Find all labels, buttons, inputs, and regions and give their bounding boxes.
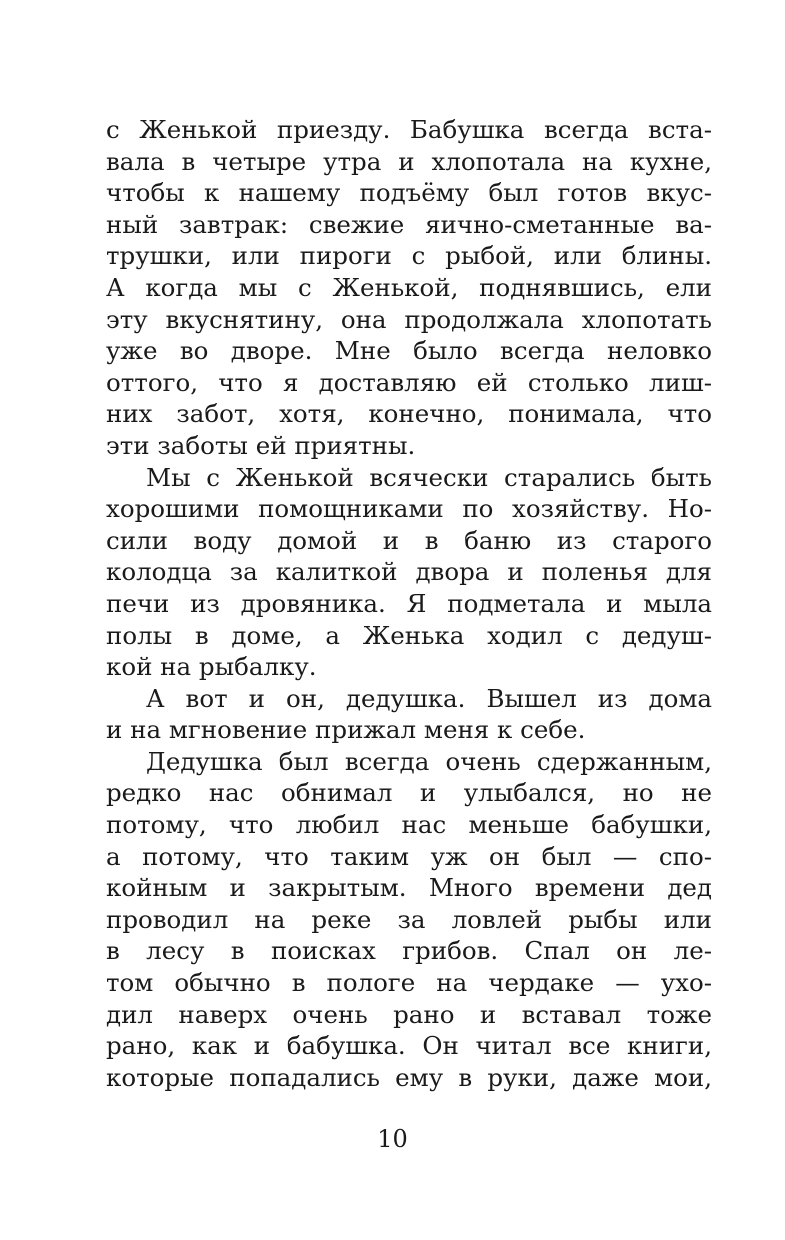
text-line: них забот, хотя, конечно, понимала, что	[106, 399, 712, 429]
text-line: том обычно в пологе на чердаке — ухо-	[106, 968, 712, 998]
text-line: уже во дворе. Мне было всегда неловко	[106, 336, 712, 366]
text-line: эту вкуснятину, она продолжала хлопотать	[106, 304, 712, 334]
text-line: колодца за калиткой двора и поленья для	[106, 557, 712, 587]
text-line: вала в четыре утра и хлопотала на кухне,	[106, 146, 712, 176]
text-line: эти заботы ей приятны.	[106, 430, 416, 460]
text-line: рано, как и бабушка. Он читал все книги,	[106, 1031, 712, 1061]
text-line: и на мгновение прижал меня к себе.	[106, 715, 586, 745]
text-line: оттого, что я доставляю ей столько лиш-	[106, 367, 712, 397]
text-line: полы в доме, а Женька ходил с дедуш-	[106, 620, 712, 650]
text-line: трушки, или пироги с рыбой, или блины.	[106, 241, 712, 271]
text-line: хорошими помощниками по хозяйству. Но-	[106, 494, 712, 524]
text-line: А вот и он, дедушка. Вышел из дома	[146, 683, 712, 713]
text-line: с Женькой приезду. Бабушка всегда вста-	[106, 115, 712, 144]
text-line: А когда мы с Женькой, поднявшись, ели	[106, 272, 712, 302]
text-line: сили воду домой и в баню из старого	[106, 525, 712, 555]
text-line: которые попадались ему в руки, даже мои,	[106, 1062, 712, 1092]
text-line: ный завтрак: свежие яично-сметанные ва-	[106, 209, 712, 239]
text-line: дил наверх очень рано и вставал тоже	[106, 999, 712, 1029]
page-number: 10	[377, 1125, 408, 1153]
text-line: печи из дровяника. Я подметала и мыла	[106, 588, 712, 618]
page-text	[106, 114, 712, 1093]
text-line: редко нас обнимал и улыбался, но не	[106, 778, 712, 808]
text-line: койным и закрытым. Много времени дед	[106, 873, 712, 903]
text-line: чтобы к нашему подъёму был готов вкус-	[106, 178, 712, 208]
text-line: Дедушка был всегда очень сдержанным,	[146, 746, 712, 776]
text-line: в лесу в поисках грибов. Спал он ле-	[106, 936, 712, 966]
text-line: потому, что любил нас меньше бабушки,	[106, 810, 712, 840]
text-line: Мы с Женькой всячески старались быть	[146, 462, 712, 492]
text-line: а потому, что таким уж он был — спо-	[106, 841, 712, 871]
text-line: кой на рыбалку.	[106, 652, 317, 682]
text-line: проводил на реке за ловлей рыбы или	[106, 904, 712, 934]
